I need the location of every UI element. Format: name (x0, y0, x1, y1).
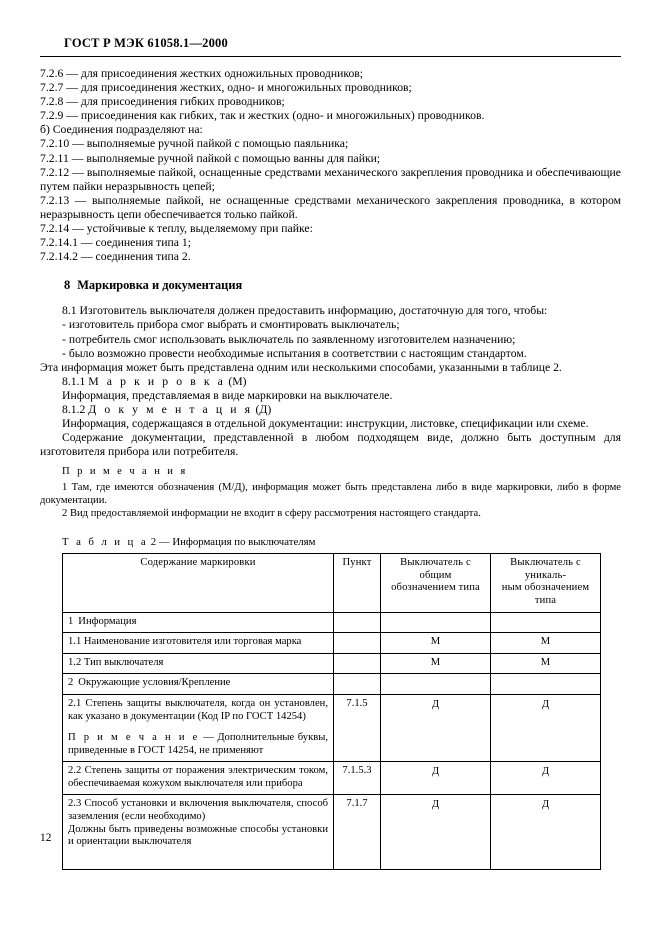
header-unique-line1: Выключатель с уникаль- (510, 557, 581, 581)
clause-number-8-1-1: 8.1.1 (62, 374, 86, 388)
row-number: 2.3 (68, 798, 82, 810)
cell-unique: Д (491, 795, 601, 869)
dash-item-3: - было возможно провести необходимые испытания в соответствии с настоящим стандартом. (62, 346, 527, 360)
row-main-text (68, 698, 328, 723)
paragraph-8-1-2-heading (40, 403, 621, 417)
table-header-row (63, 554, 601, 612)
clause-7-2-6: 7.2.6 — для присоединения жестких одножильных проводников; (40, 67, 364, 80)
table-row (63, 694, 601, 761)
header-rule (40, 56, 621, 57)
page-content (40, 36, 621, 870)
group-number: 1 (68, 615, 74, 627)
row-extra-text: Должны быть приведены возможные способы установки и ориентации выключателя (68, 823, 328, 848)
dash-item-1: - изготовитель прибора смог выбрать и смонтировать выключатель; (62, 318, 400, 332)
cell-common: М (381, 653, 491, 674)
cell-unique: Д (491, 762, 601, 795)
cell-common (381, 612, 491, 633)
notes-block (40, 465, 621, 520)
paragraph-8-1-1-heading (40, 375, 621, 389)
cell-common: Д (381, 762, 491, 795)
group-title: Окружающие условия/Крепление (78, 677, 231, 689)
cell-item (334, 653, 381, 674)
group-row-label (63, 612, 334, 633)
group-title: Информация (78, 615, 137, 627)
clause-7-2-12: 7.2.12 — выполняемые пайкой, оснащенные средствами механического закрепления проводника и обеспечивающие путем пайки неразрывность цепей; (40, 165, 621, 193)
cell-common (381, 674, 491, 695)
table-row (63, 612, 601, 633)
notes-title: П р и м е ч а н и я (62, 466, 188, 478)
document-header: ГОСТ Р МЭК 61058.1—2000 (64, 36, 228, 50)
row-text: Тип выключателя (83, 656, 164, 668)
cell-content (63, 653, 334, 674)
cell-common: М (381, 633, 491, 654)
row-number: 1.2 (68, 656, 82, 668)
cell-item: 7.1.7 (334, 795, 381, 869)
table-row (63, 674, 601, 695)
cell-item (334, 674, 381, 695)
clause-title-marking: М а р к и р о в к а (88, 374, 226, 388)
table-caption-text: 2 — Информация по выключателям (150, 536, 316, 549)
header-common-line1: Выключатель с общим (400, 557, 471, 581)
cell-common: Д (381, 795, 491, 869)
group-number: 2 (68, 677, 74, 689)
header-common-type (381, 554, 491, 612)
group-row-label (63, 674, 334, 695)
table-row (63, 633, 601, 654)
table-row (63, 795, 601, 869)
cell-unique (491, 674, 601, 695)
clause-7-2-11: 7.2.11 — выполняемые ручной пайкой с помощью ванны для пайки; (40, 151, 381, 165)
paragraph-8-1-2-body: Информация, содержащаяся в отдельной документации: инструкции, листовке, спецификации или схеме. (62, 417, 589, 431)
table-row (63, 762, 601, 795)
row-note (68, 732, 328, 757)
cell-unique: Д (491, 694, 601, 761)
page-number: 12 (40, 832, 52, 844)
cell-unique: М (491, 633, 601, 654)
section-heading-8 (64, 278, 621, 293)
paragraph-table-ref: Эта информация может быть представлена одним или несколькими способами, указанными в таблице 2. (40, 360, 562, 374)
cell-unique: М (491, 653, 601, 674)
paragraph-8-1-1-body: Информация, представляемая в виде маркировки на выключателе. (62, 388, 393, 402)
clause-abbrev-marking: (М) (228, 374, 247, 388)
note-2: 2 Вид предоставляемой информации не входит в сферу рассмотрения настоящего стандарта. (62, 507, 481, 519)
row-text: Степень защиты выключателя, когда он установлен, как указано в документации (Код IP по ГОСТ 14254) (68, 697, 328, 722)
row-text: Степень защиты от поражения электрическим током, обеспечиваемая кожухом выключателя или прибора (68, 765, 328, 789)
table-caption (62, 536, 621, 548)
table-head (63, 554, 601, 612)
cell-content (63, 762, 334, 795)
clause-7-2-14: 7.2.14 — устойчивые к теплу, выделяемому при пайке: (40, 222, 313, 236)
cell-item (334, 612, 381, 633)
clause-7-2-8: 7.2.8 — для присоединения гибких проводников; (40, 95, 285, 109)
clause-7-2-7: 7.2.7 — для присоединения жестких, одно- и многожильных проводников; (40, 81, 412, 95)
header-unique-type (491, 554, 601, 612)
table-caption-label: Т а б л и ц а (62, 536, 149, 549)
information-table (62, 553, 601, 870)
clause-number-8-1-2: 8.1.2 (62, 402, 86, 416)
clause-7-2-13: 7.2.13 — выполняемые пайкой, не оснащенные средствами механического закрепления проводника, в котором неразрывность цепи обеспечивается только пайкой. (40, 193, 621, 221)
row-number: 2.2 (68, 765, 82, 777)
clause-abbrev-documentation: (Д) (255, 402, 272, 416)
header-item: Пункт (334, 554, 381, 612)
cell-item: 7.1.5.3 (334, 762, 381, 795)
cell-content (63, 633, 334, 654)
row-main-text (68, 798, 328, 823)
section-number: 8 (64, 278, 71, 293)
clause-b-list-intro: б) Соединения подразделяют на: (40, 123, 203, 137)
note-1: 1 Там, где имеются обозначения (М/Д), информация может быть представлена либо в виде маркировки, либо в форме документации. (40, 481, 621, 506)
header-content: Содержание маркировки (63, 554, 334, 612)
cell-item (334, 633, 381, 654)
header-unique-line2: ным обозначением типа (501, 582, 590, 606)
row-text: Способ установки и включения выключателя, способ заземления (если необходимо) (68, 798, 329, 823)
row-number: 1.1 (68, 636, 82, 648)
section-title: Маркировка и документация (77, 278, 243, 293)
clause-7-2-9: 7.2.9 — присоединения как гибких, так и жестких (одно- и многожильных) проводников. (40, 109, 485, 123)
dash-item-2: - потребитель смог использовать выключатель по заявленному изготовителем назначению; (62, 332, 516, 346)
cell-common: Д (381, 694, 491, 761)
paragraph-documentation-availability: Содержание документации, представленной в любом подходящем виде, должно быть доступным для изготовителя прибора или потребителя. (40, 431, 621, 459)
cell-content (63, 795, 334, 869)
clause-7-2-14-2: 7.2.14.2 — соединения типа 2. (40, 250, 191, 264)
clause-title-documentation: Д о к у м е н т а ц и я (88, 402, 253, 416)
row-number: 2.1 (68, 697, 82, 709)
table-body (63, 612, 601, 869)
header-common-line2: обозначением типа (391, 582, 480, 594)
table-row (63, 653, 601, 674)
cell-content (63, 694, 334, 761)
row-note-text: — Дополнительные буквы, приведенные в ГОСТ 14254, не применяют (68, 732, 328, 756)
row-text: Наименование изготовителя или торговая марка (83, 636, 302, 648)
paragraph-8-1: 8.1 Изготовитель выключателя должен предоставить информацию, достаточную для того, чтобы: (62, 304, 548, 318)
cell-item: 7.1.5 (334, 694, 381, 761)
cell-unique (491, 612, 601, 633)
row-note-label: П р и м е ч а н и е (68, 732, 200, 744)
clause-7-2-14-1: 7.2.14.1 — соединения типа 1; (40, 236, 191, 250)
row-spacer (68, 849, 328, 865)
clause-7-2-10: 7.2.10 — выполняемые ручной пайкой с помощью паяльника; (40, 137, 349, 151)
